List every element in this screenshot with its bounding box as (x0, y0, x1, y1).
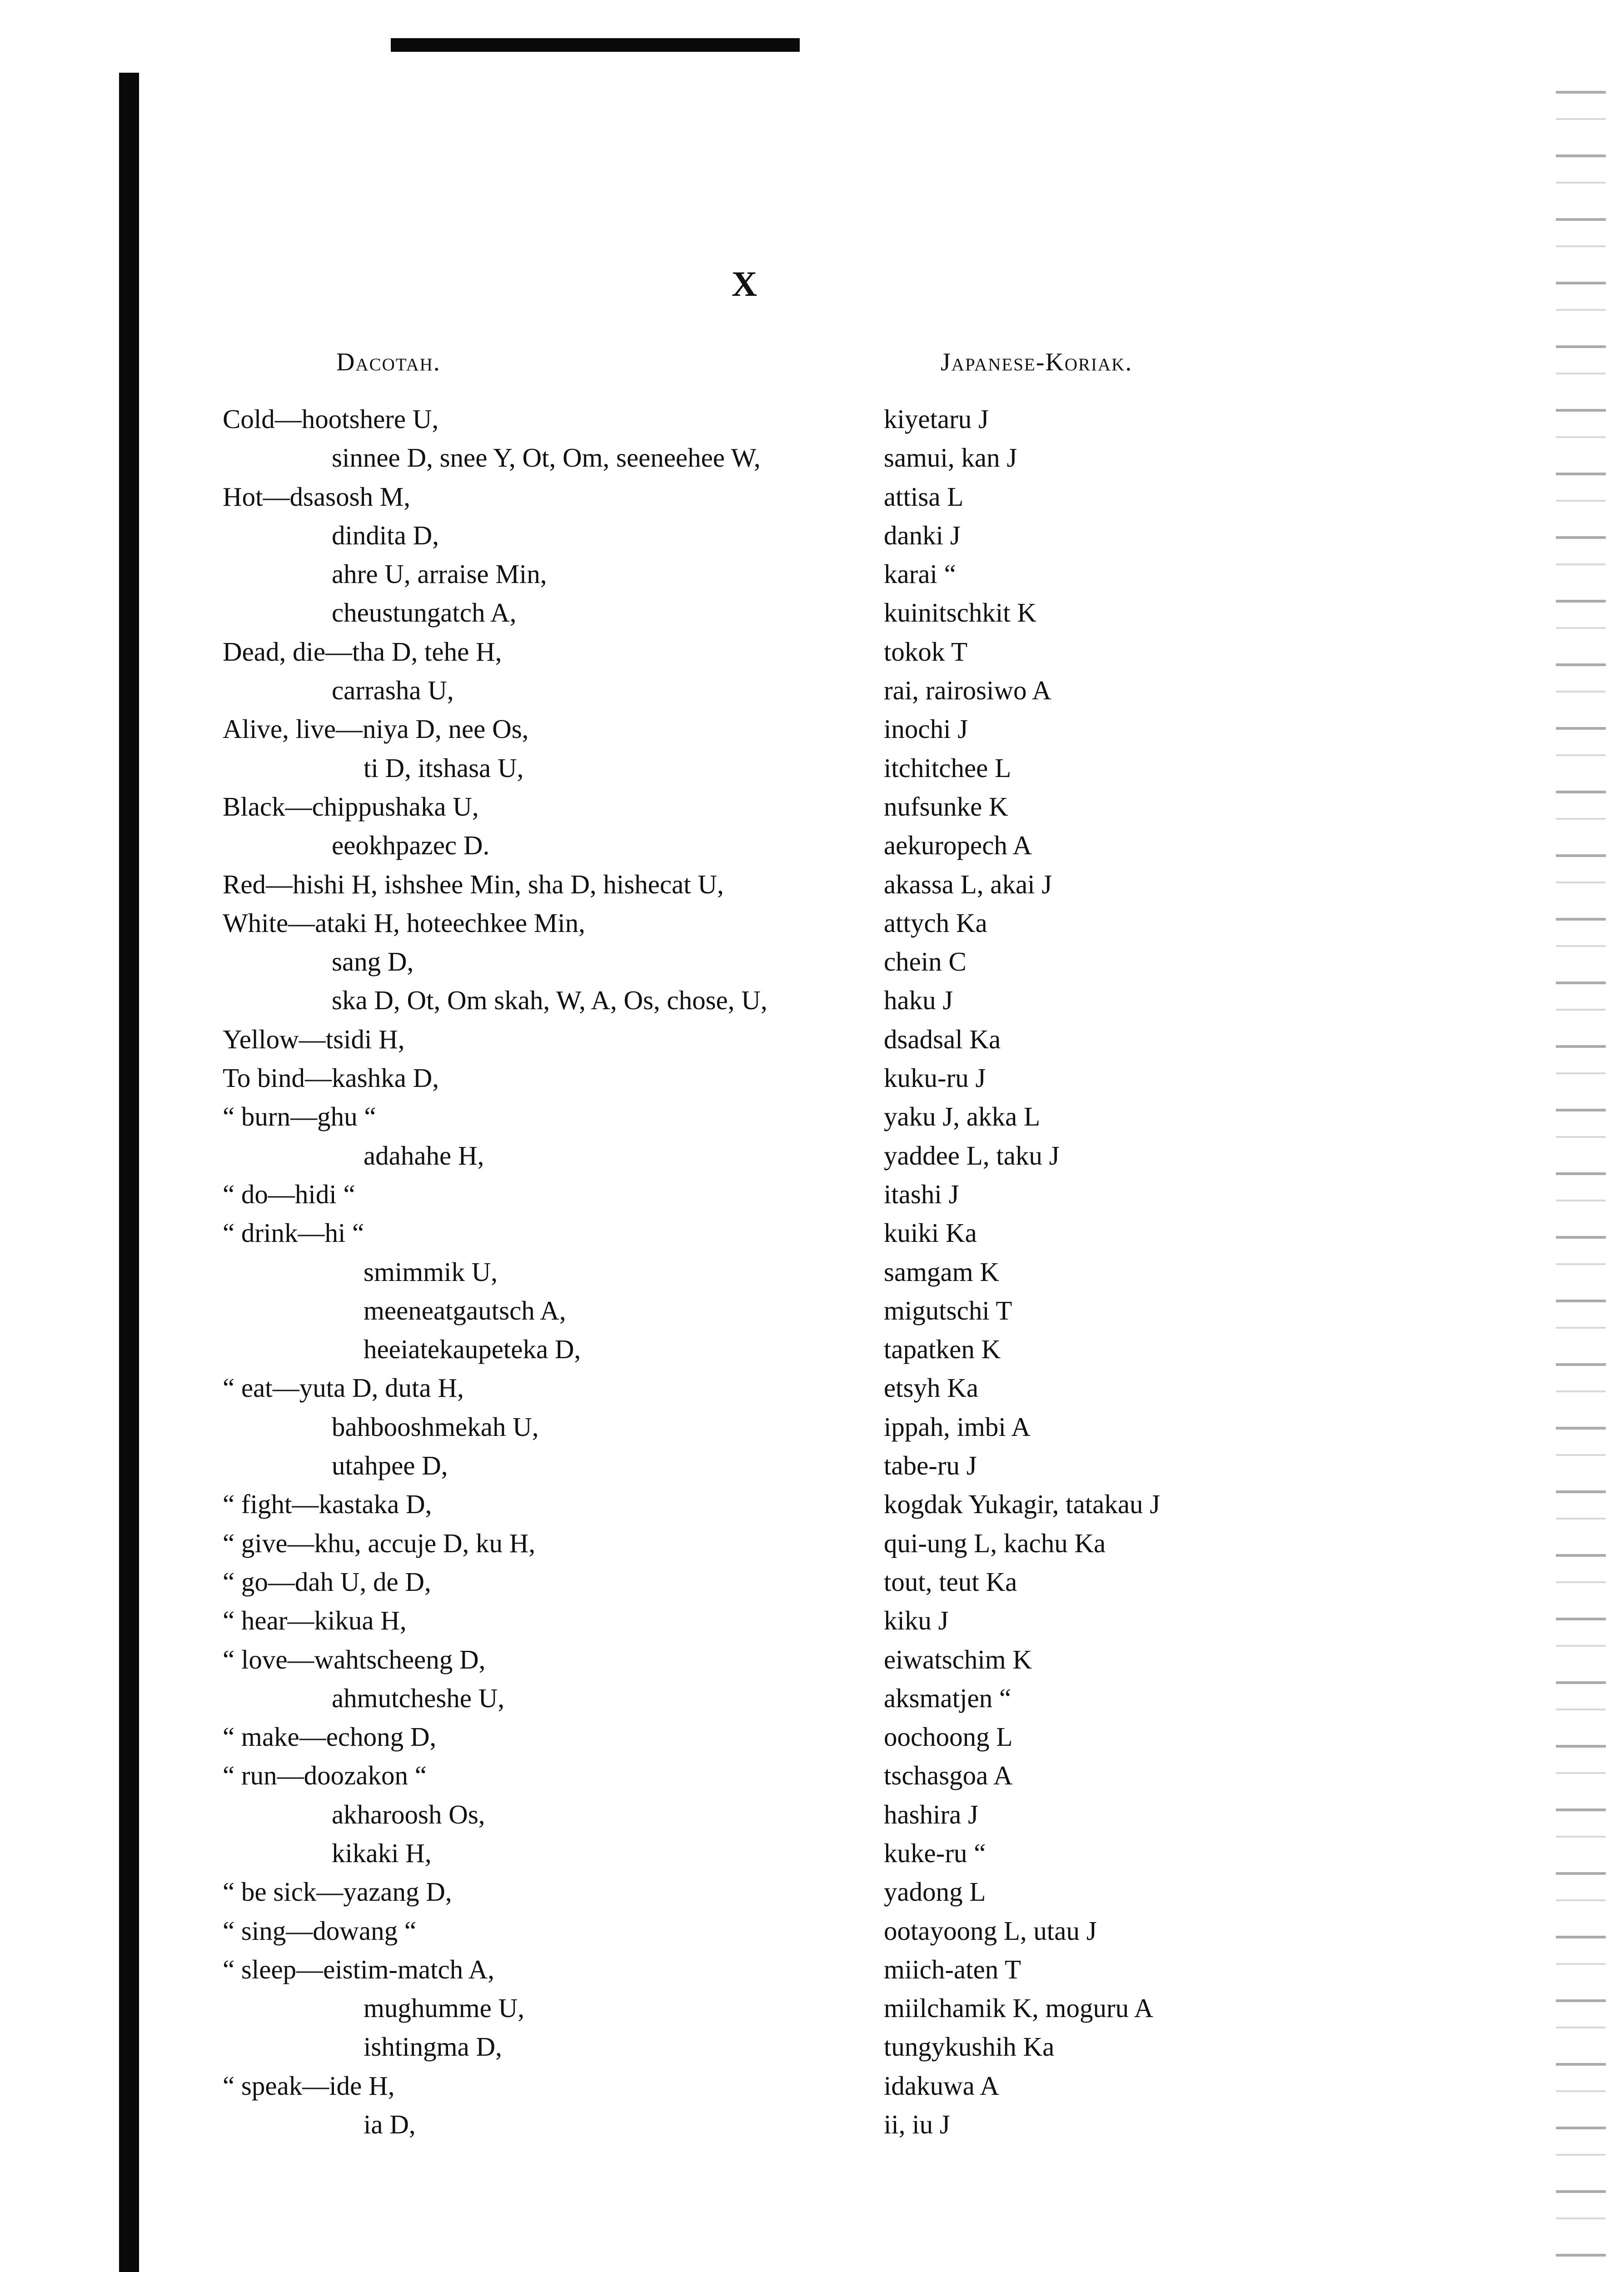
dacotah-entry-line: “ hear—kikua H, (223, 1605, 407, 1636)
japanese-koriak-entry-line: itashi J (884, 1179, 959, 1209)
japanese-koriak-entry-line: tout, teut Ka (884, 1566, 1017, 1597)
dacotah-entry-line: kikaki H, (332, 1838, 432, 1868)
dacotah-column (223, 400, 895, 2144)
right-column-header: Japanese-Koriak. (941, 348, 1133, 376)
dacotah-entry-line: Red—hishi H, ishshee Min, sha D, hishecat U, (223, 869, 724, 899)
dacotah-entry-line: Hot—dsasosh M, (223, 481, 411, 512)
japanese-koriak-entry-line: ii, iu J (884, 2109, 950, 2140)
dacotah-entry-line: “ give—khu, accuje D, ku H, (223, 1528, 536, 1558)
japanese-koriak-entry-line: yaku J, akka L (884, 1101, 1041, 1132)
japanese-koriak-entry-line: migutschi T (884, 1295, 1012, 1325)
dacotah-entry-line: “ run—doozakon “ (223, 1760, 427, 1791)
japanese-koriak-entry-line: akassa L, akai J (884, 869, 1052, 899)
dacotah-entry-line: sinnee D, snee Y, Ot, Om, seeneehee W, (332, 443, 761, 473)
japanese-koriak-entry-line: kiyetaru J (884, 404, 989, 434)
japanese-koriak-entry-line: miilchamik K, moguru A (884, 1993, 1154, 2023)
dacotah-entry-line: To bind—kashka D, (223, 1063, 439, 1093)
dacotah-entry-line: utahpee D, (332, 1450, 448, 1481)
japanese-koriak-entry-line: kuinitschkit K (884, 598, 1036, 628)
japanese-koriak-entry-line: rai, rairosiwo A (884, 675, 1051, 706)
japanese-koriak-entry-line: kiku J (884, 1605, 949, 1636)
japanese-koriak-entry-line: aekuropech A (884, 830, 1032, 861)
dacotah-entry-line: smimmik U, (364, 1256, 498, 1287)
dacotah-entry-line: heeiatekaupeteka D, (364, 1334, 581, 1365)
dacotah-entry-line: Dead, die—tha D, tehe H, (223, 636, 502, 667)
japanese-koriak-entry-line: tungykushih Ka (884, 2032, 1055, 2062)
japanese-koriak-entry-line: hashira J (884, 1799, 979, 1829)
japanese-koriak-entry-line: tschasgoa A (884, 1760, 1013, 1791)
right-edge-scan-noise (1556, 91, 1606, 2272)
japanese-koriak-entry-line: miich-aten T (884, 1954, 1021, 1984)
japanese-koriak-entry-line: aksmatjen “ (884, 1683, 1011, 1713)
dacotah-entry-line: eeokhpazec D. (332, 830, 490, 861)
left-column-header: Dacotah. (336, 348, 441, 376)
dacotah-entry-line: akharoosh Os, (332, 1799, 485, 1829)
dacotah-entry-line: White—ataki H, hoteechkee Min, (223, 907, 585, 938)
japanese-koriak-entry-line: nufsunke K (884, 791, 1008, 822)
dacotah-entry-line: “ make—echong D, (223, 1722, 437, 1752)
dacotah-entry-line: Alive, live—niya D, nee Os, (223, 714, 529, 744)
dacotah-entry-line: “ go—dah U, de D, (223, 1566, 431, 1597)
japanese-koriak-entry-line: yadong L (884, 1877, 986, 1907)
japanese-koriak-entry-line: attych Ka (884, 907, 987, 938)
dacotah-entry-line: “ sleep—eistim-match A, (223, 1954, 495, 1984)
dacotah-entry-line: ia D, (364, 2109, 416, 2140)
dacotah-entry-line: “ burn—ghu “ (223, 1101, 376, 1132)
dacotah-entry-line: Cold—hootshere U, (223, 404, 439, 434)
japanese-koriak-entry-line: haku J (884, 985, 953, 1016)
dacotah-entry-line: dindita D, (332, 520, 439, 550)
dacotah-entry-line: ahmutcheshe U, (332, 1683, 505, 1713)
japanese-koriak-entry-line: tokok T (884, 636, 968, 667)
dacotah-entry-line: bahbooshmekah U, (332, 1411, 539, 1442)
dacotah-entry-line: “ fight—kastaka D, (223, 1489, 432, 1520)
japanese-koriak-entry-line: kuku-ru J (884, 1063, 986, 1093)
dacotah-entry-line: “ speak—ide H, (223, 2070, 395, 2101)
dacotah-entry-line: “ eat—yuta D, duta H, (223, 1373, 464, 1403)
japanese-koriak-entry-line: chein C (884, 947, 966, 977)
dacotah-entry-line: ahre U, arraise Min, (332, 559, 547, 589)
japanese-koriak-entry-line: kuke-ru “ (884, 1838, 986, 1868)
japanese-koriak-entry-line: ippah, imbi A (884, 1411, 1031, 1442)
japanese-koriak-entry-line: etsyh Ka (884, 1373, 979, 1403)
japanese-koriak-entry-line: tabe-ru J (884, 1450, 977, 1481)
japanese-koriak-entry-line: yaddee L, taku J (884, 1140, 1060, 1171)
dacotah-entry-line: “ love—wahtscheeng D, (223, 1644, 486, 1674)
page-number: X (732, 264, 757, 304)
dacotah-entry-line: “ do—hidi “ (223, 1179, 355, 1209)
japanese-koriak-entry-line: attisa L (884, 481, 964, 512)
japanese-koriak-entry-line: samgam K (884, 1256, 999, 1287)
japanese-koriak-column (884, 400, 1475, 2144)
dacotah-entry-line: “ be sick—yazang D, (223, 1877, 452, 1907)
japanese-koriak-entry-line: kogdak Yukagir, tatakau J (884, 1489, 1161, 1520)
top-scan-rule (391, 38, 800, 52)
dacotah-entry-line: carrasha U, (332, 675, 454, 706)
japanese-koriak-entry-line: qui-ung L, kachu Ka (884, 1528, 1106, 1558)
dacotah-entry-line: mughumme U, (364, 1993, 524, 2023)
japanese-koriak-entry-line: ootayoong L, utau J (884, 1915, 1097, 1946)
dacotah-entry-line: Black—chippushaka U, (223, 791, 479, 822)
japanese-koriak-entry-line: dsadsal Ka (884, 1024, 1001, 1054)
japanese-koriak-entry-line: danki J (884, 520, 961, 550)
dacotah-entry-line: ska D, Ot, Om skah, W, A, Os, chose, U, (332, 985, 767, 1016)
japanese-koriak-entry-line: inochi J (884, 714, 968, 744)
dacotah-entry-line: “ drink—hi “ (223, 1218, 364, 1248)
japanese-koriak-entry-line: karai “ (884, 559, 956, 589)
dacotah-entry-line: meeneatgautsch A, (364, 1295, 566, 1325)
japanese-koriak-entry-line: oochoong L (884, 1722, 1013, 1752)
dacotah-entry-line: “ sing—dowang “ (223, 1915, 417, 1946)
dacotah-entry-line: ti D, itshasa U, (364, 752, 524, 783)
dacotah-entry-line: sang D, (332, 947, 414, 977)
japanese-koriak-entry-line: idakuwa A (884, 2070, 999, 2101)
dacotah-entry-line: adahahe H, (364, 1140, 484, 1171)
japanese-koriak-entry-line: samui, kan J (884, 443, 1017, 473)
japanese-koriak-entry-line: tapatken K (884, 1334, 1001, 1365)
japanese-koriak-entry-line: eiwatschim K (884, 1644, 1032, 1674)
japanese-koriak-entry-line: kuiki Ka (884, 1218, 977, 1248)
binding-gutter-bar (119, 73, 139, 2272)
dacotah-entry-line: ishtingma D, (364, 2032, 502, 2062)
dacotah-entry-line: Yellow—tsidi H, (223, 1024, 405, 1054)
japanese-koriak-entry-line: itchitchee L (884, 752, 1011, 783)
dacotah-entry-line: cheustungatch A, (332, 598, 517, 628)
